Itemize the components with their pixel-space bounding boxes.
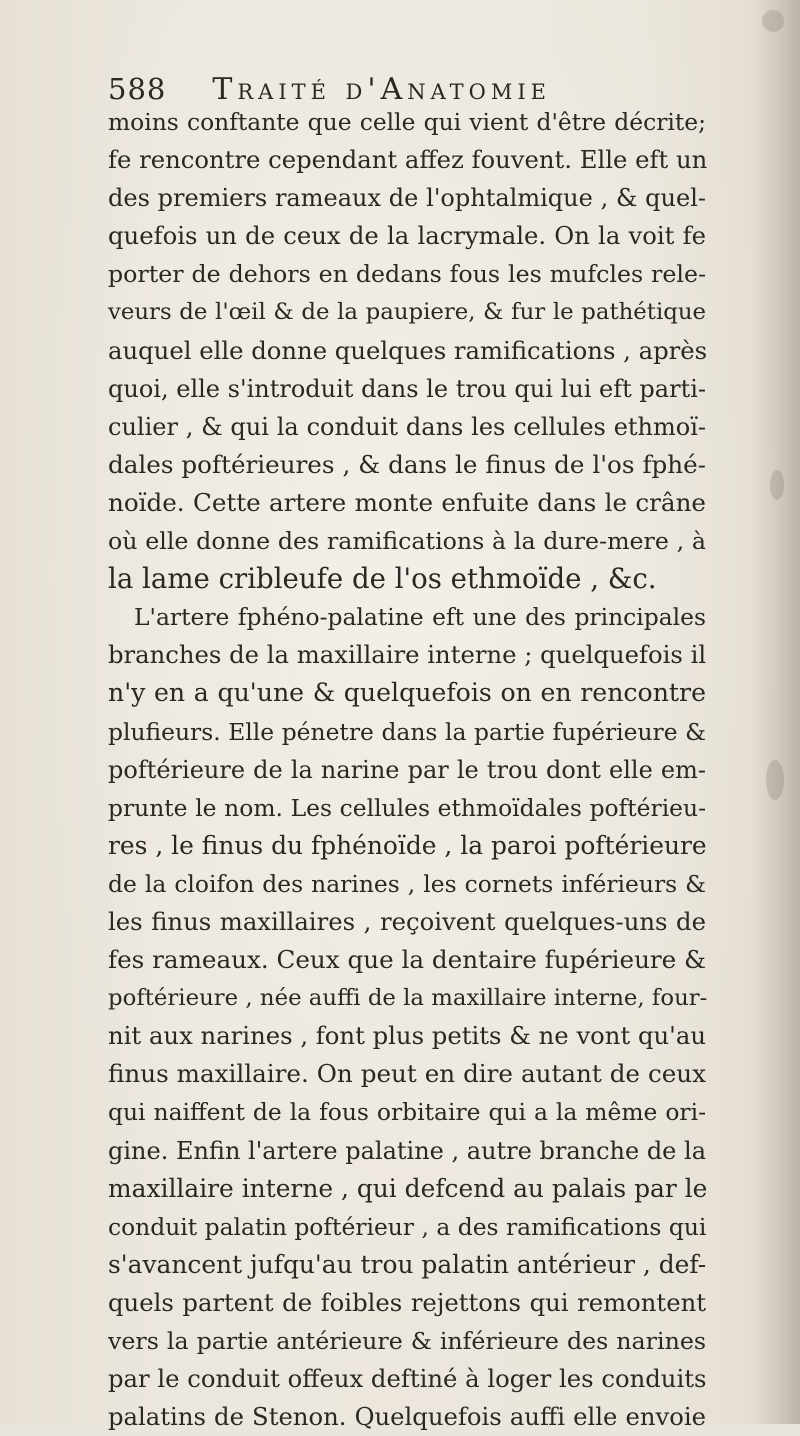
- paper-stain: [770, 470, 784, 500]
- text-line: maxillaire interne , qui defcend au palais par le: [108, 1173, 708, 1203]
- text-line: s'avancent jufqu'au trou palatin antérieur , def-: [108, 1249, 707, 1279]
- text-line: la lame cribleufe de l'os ethmoïde , &c.: [108, 562, 657, 596]
- text-line: culier , & qui la conduit dans les cellules ethmoï-: [108, 412, 706, 441]
- text-line: quels partent de foibles rejettons qui remontent: [108, 1287, 706, 1317]
- page-edge-shadow: [752, 0, 800, 1424]
- text-line: fe rencontre cependant affez fouvent. Elle eft un: [108, 145, 708, 175]
- paper-stain: [762, 10, 784, 32]
- body-text: [108, 103, 706, 1436]
- text-line: quefois un de ceux de la lacrymale. On la voit fe: [108, 221, 706, 251]
- text-line: res , le finus du fphénoïde , la paroi poftérieure: [108, 830, 707, 860]
- text-line: L'artere fphéno-palatine eft une des principales: [134, 603, 706, 632]
- text-line: les finus maxillaires , reçoivent quelques-uns de: [108, 906, 706, 936]
- text-line: auquel elle donne quelques ramifications , après: [108, 335, 708, 365]
- running-head: Traité d'Anatomie: [212, 72, 552, 107]
- text-line: de la cloifon des narines , les cornets inférieurs &: [108, 869, 706, 898]
- text-line: moins conftante que celle qui vient d'être décrite;: [108, 108, 706, 136]
- text-line: noïde. Cette artere monte enfuite dans le crâne: [108, 487, 706, 517]
- text-line: nit aux narines , font plus petits & ne vont qu'au: [108, 1021, 706, 1051]
- text-line: des premiers rameaux de l'ophtalmique , & quel-: [108, 184, 706, 213]
- text-line: gine. Enfin l'artere palatine , autre branche de la: [108, 1136, 706, 1165]
- text-line: par le conduit offeux deftiné à loger les conduits: [108, 1364, 707, 1394]
- text-line: vers la partie antérieure & inférieure des narines: [108, 1327, 706, 1355]
- paper-stain: [766, 760, 784, 800]
- text-line: finus maxillaire. On peut en dire autant de ceux: [108, 1059, 706, 1089]
- text-line: plufieurs. Elle pénetre dans la partie fupérieure &: [108, 717, 706, 746]
- text-line: veurs de l'œil & de la paupiere, & fur le pathétique: [108, 299, 706, 326]
- text-line: quoi, elle s'introduit dans le trou qui lui eft parti-: [108, 374, 706, 403]
- text-line: palatins de Stenon. Quelquefois auffi elle envoie: [108, 1402, 706, 1432]
- text-line: fes rameaux. Ceux que la dentaire fupérieure &: [108, 945, 706, 975]
- text-line: poftérieure de la narine par le trou dont elle em-: [108, 755, 706, 784]
- text-line: branches de la maxillaire interne ; quelquefois il: [108, 640, 707, 670]
- text-line: conduit palatin poftérieur , a des ramifications qui: [108, 1212, 707, 1241]
- text-line: dales poftérieures , & dans le finus de l'os fphé-: [108, 449, 706, 479]
- page-number: 588: [108, 72, 167, 106]
- text-line: où elle donne des ramifications à la dure-mere , à: [108, 527, 706, 556]
- text-line: poftérieure , née auffi de la maxillaire interne, four-: [108, 985, 708, 1012]
- text-line: qui naiffent de la fous orbitaire qui a la même ori-: [108, 1098, 706, 1127]
- text-line: prunte le nom. Les cellules ethmoïdales poftérieu-: [108, 793, 706, 822]
- text-line: n'y en a qu'une & quelquefois on en rencontre: [108, 678, 706, 708]
- text-line: porter de dehors en dedans fous les mufcles rele-: [108, 260, 706, 289]
